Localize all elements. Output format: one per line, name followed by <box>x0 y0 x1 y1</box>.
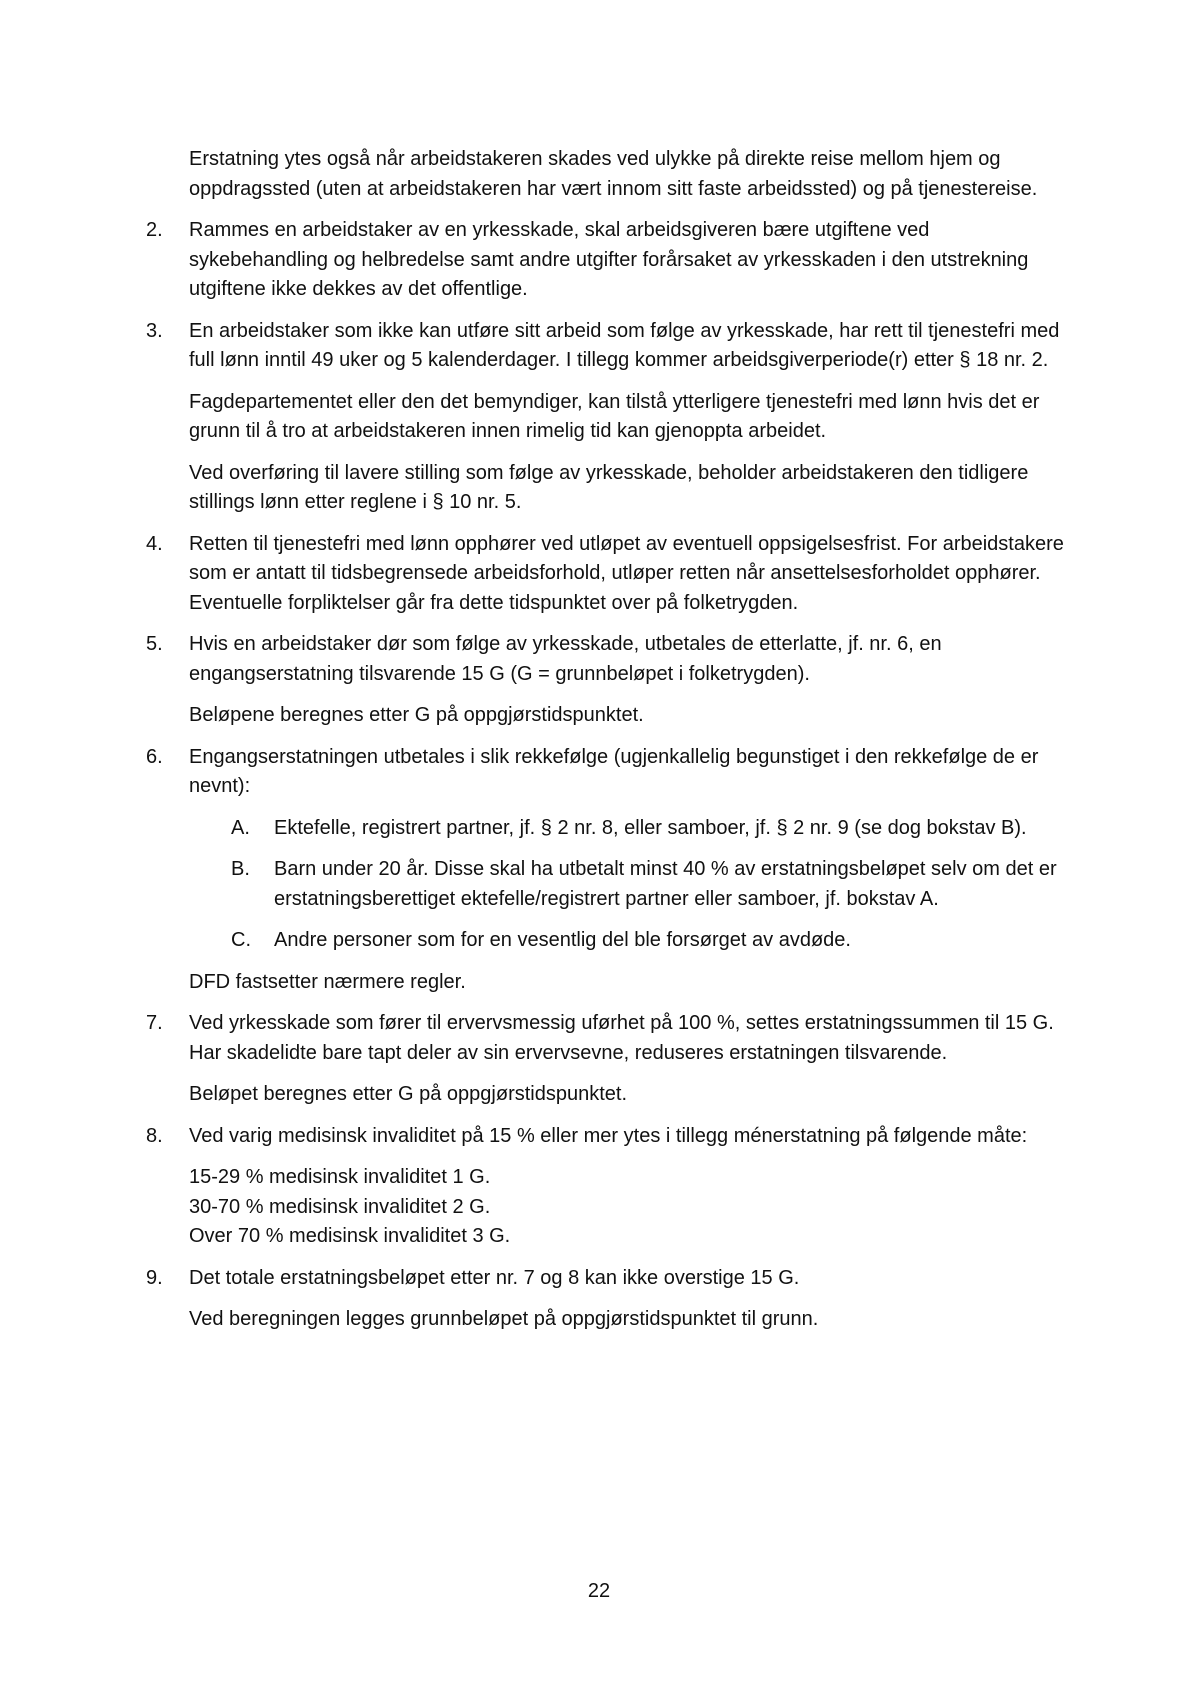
list-item-9 <box>146 1264 1066 1294</box>
sub-item-text: Barn under 20 år. Disse skal ha utbetalt minst 40 % av erstatningsbeløpet selv om det er erstatningsberettiget ektefelle/registrert partner eller samboer, jf. bokstav A. <box>274 858 1057 910</box>
item-6-paragraph: DFD fastsetter nærmere regler. <box>189 970 466 993</box>
list-item-6 <box>146 743 1066 802</box>
sub-item-letter: B. <box>231 858 250 880</box>
list-number: 8. <box>146 1124 163 1147</box>
invalidity-line: 30-70 % medisinsk invaliditet 2 G. <box>189 1195 491 1218</box>
sub-item-letter: C. <box>231 929 251 951</box>
list-number: 5. <box>146 633 163 655</box>
item-7-paragraph: Beløpet beregnes etter G på oppgjørstidspunktet. <box>189 1083 628 1105</box>
list-number: 7. <box>146 1012 163 1034</box>
sub-item-text: Ektefelle, registrert partner, jf. § 2 nr. 8, eller samboer, jf. § 2 nr. 9 (se dog bokstav B). <box>274 816 1027 839</box>
list-item-text: Ved varig medisinsk invaliditet på 15 % eller mer ytes i tillegg ménerstatning på følgende måte: <box>189 1124 1028 1147</box>
page-number: 22 <box>587 1580 611 1602</box>
list-item-text: Rammes en arbeidstaker av en yrkesskade, skal arbeidsgiveren bære utgiftene ved sykebehandling og helbredelse samt andre utgifter forårsaket av yrkesskaden i den utstrekning utgiftene ikke dekkes av det offentlige. <box>189 219 1029 300</box>
invalidity-line: 15-29 % medisinsk invaliditet 1 G. <box>189 1166 491 1188</box>
invalidity-line: Over 70 % medisinsk invaliditet 3 G. <box>189 1225 511 1247</box>
item-5-paragraph: Beløpene beregnes etter G på oppgjørstidspunktet. <box>189 704 644 726</box>
item-3-paragraph: Ved overføring til lavere stilling som følge av yrkesskade, beholder arbeidstakeren den tidligere stillings lønn etter reglene i § 10 nr. 5. <box>189 461 1029 513</box>
item-3-paragraph: Fagdepartementet eller den det bemyndiger, kan tilstå ytterligere tjenestefri med lønn hvis det er grunn til å tro at arbeidstakeren innen rimelig tid kan gjenoppta arbeidet. <box>189 390 1040 442</box>
sub-item-b <box>231 855 1066 914</box>
list-item-text: Hvis en arbeidstaker dør som følge av yrkesskade, utbetales de etterlatte, jf. nr. 6, en engangserstatning tilsvarende 15 G (G = grunnbeløpet i folketrygden). <box>189 633 942 685</box>
sub-item-c <box>231 926 1066 956</box>
list-item-3 <box>146 317 1066 376</box>
list-item-text: Ved yrkesskade som fører til ervervsmessig uførhet på 100 %, settes erstatningssummen til 15 G. Har skadelidte bare tapt deler av sin ervervsevne, reduseres erstatningen tilsvarende. <box>189 1012 1054 1064</box>
list-item-text: Det totale erstatningsbeløpet etter nr. 7 og 8 kan ikke overstige 15 G. <box>189 1266 800 1289</box>
list-item-7 <box>146 1009 1066 1068</box>
list-number: 3. <box>146 319 163 342</box>
list-number: 6. <box>146 745 163 768</box>
list-item-text: En arbeidstaker som ikke kan utføre sitt arbeid som følge av yrkesskade, har rett til tjenestefri med full lønn inntil 49 uker og 5 kalenderdager. I tillegg kommer arbeidsgiverperiode(r) etter § 18 nr. 2. <box>189 319 1060 371</box>
list-number: 9. <box>146 1266 163 1289</box>
list-item-8 <box>146 1122 1066 1152</box>
list-number: 4. <box>146 532 163 555</box>
sub-item-text: Andre personer som for en vesentlig del ble forsørget av avdøde. <box>274 929 851 951</box>
sub-item-a <box>231 814 1066 844</box>
list-number: 2. <box>146 219 163 241</box>
sub-item-letter: A. <box>231 816 250 839</box>
item-9-paragraph: Ved beregningen legges grunnbeløpet på oppgjørstidspunktet til grunn. <box>189 1308 819 1330</box>
list-item-4 <box>146 530 1066 619</box>
list-item-5 <box>146 630 1066 689</box>
document-body <box>146 145 1066 1347</box>
list-item-text: Engangserstatningen utbetales i slik rekkefølge (ugjenkallelig begunstiget i den rekkefølge de er nevnt): <box>189 745 1039 797</box>
intro-paragraph: Erstatning ytes også når arbeidstakeren skades ved ulykke på direkte reise mellom hjem og oppdragssted (uten at arbeidstakeren har vært innom sitt faste arbeidssted) og på tjenestereise. <box>189 148 1038 200</box>
list-item-text: Retten til tjenestefri med lønn opphører ved utløpet av eventuell oppsigelsesfrist. For arbeidstakere som er antatt til tidsbegrensede arbeidsforhold, utløper retten når ansettelsesforholdet opphører. Eventuelle forpliktelser går fra dette tidspunktet over på folketrygden. <box>189 532 1064 614</box>
invalidity-table <box>189 1163 1066 1252</box>
list-item-2 <box>146 216 1066 305</box>
